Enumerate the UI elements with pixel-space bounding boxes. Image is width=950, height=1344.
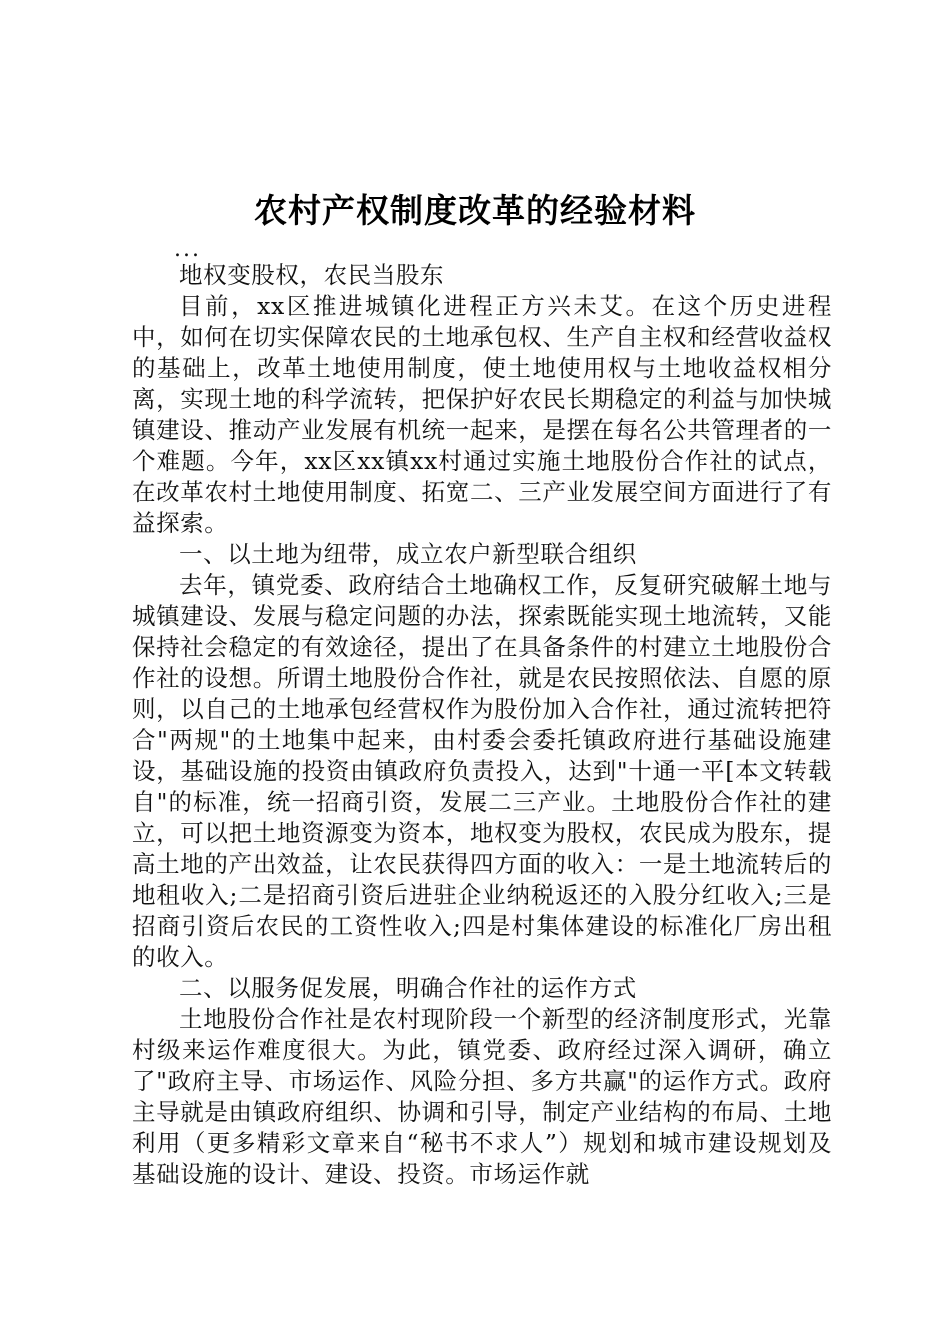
section-2-paragraph: 土地股份合作社是农村现阶段一个新型的经济制度形式，光靠村级来运作难度很大。为此，镇党委、政府经过深入调研，确立了"政府主导、市场运作、风险分担、多方共赢"的运作方式。政府主导就是由镇政府组织、协调和引导，制定产业结构的布局、土地利用（更多精彩文章来自“秘书不求人”）规划和城市建设规划及基础设施的设计、建设、投资。市场运作就 [132, 1005, 832, 1188]
document-body [132, 237, 832, 1190]
section-1-paragraph: 去年，镇党委、政府结合土地确权工作，反复研究破解土地与城镇建设、发展与稳定问题的办法，探索既能实现土地流转，又能保持社会稳定的有效途径，提出了在具备条件的村建立土地股份合作社的设想。所谓土地股份合作社，就是农民按照依法、自愿的原则，以自己的土地承包经营权作为股份加入合作社，通过流转把符合"两规"的土地集中起来，由村委会委托镇政府进行基础设施建设，基础设施的投资由镇政府负责投入，达到"十通一平[本文转载自"的标准，统一招商引资，发展二三产业。土地股份合作社的建立，可以把土地资源变为资本，地权变为股权，农民成为股东，提高土地的产出效益，让农民获得四方面的收入：一是土地流转后的地租收入;二是招商引资后进驻企业纳税返还的入股分红收入;三是招商引资后农民的工资性收入;四是村集体建设的标准化厂房出租的收入。 [132, 571, 832, 971]
intro-paragraph: 目前，xx区推进城镇化进程正方兴未艾。在这个历史进程中，如何在切实保障农民的土地承包权、生产自主权和经营收益权的基础上，改革土地使用制度，使土地使用权与土地收益权相分离，实现土地的科学流转，把保护好农民长期稳定的利益与加快城镇建设、推动产业发展有机统一起来，是摆在每名公共管理者的一个难题。今年，xx区xx镇xx村通过实施土地股份合作社的试点，在改革农村土地使用制度、拓宽二、三产业发展空间方面进行了有益探索。 [132, 292, 832, 537]
section-2-heading: 二、以服务促发展，明确合作社的运作方式 [179, 974, 637, 1002]
document-title: 农村产权制度改革的经验材料 [254, 191, 696, 230]
document-subtitle: 地权变股权，农民当股东 [179, 261, 445, 289]
section-1-heading: 一、以土地为纽带，成立农户新型联合组织 [179, 540, 637, 568]
ellipsis-marker: ... [174, 237, 201, 262]
